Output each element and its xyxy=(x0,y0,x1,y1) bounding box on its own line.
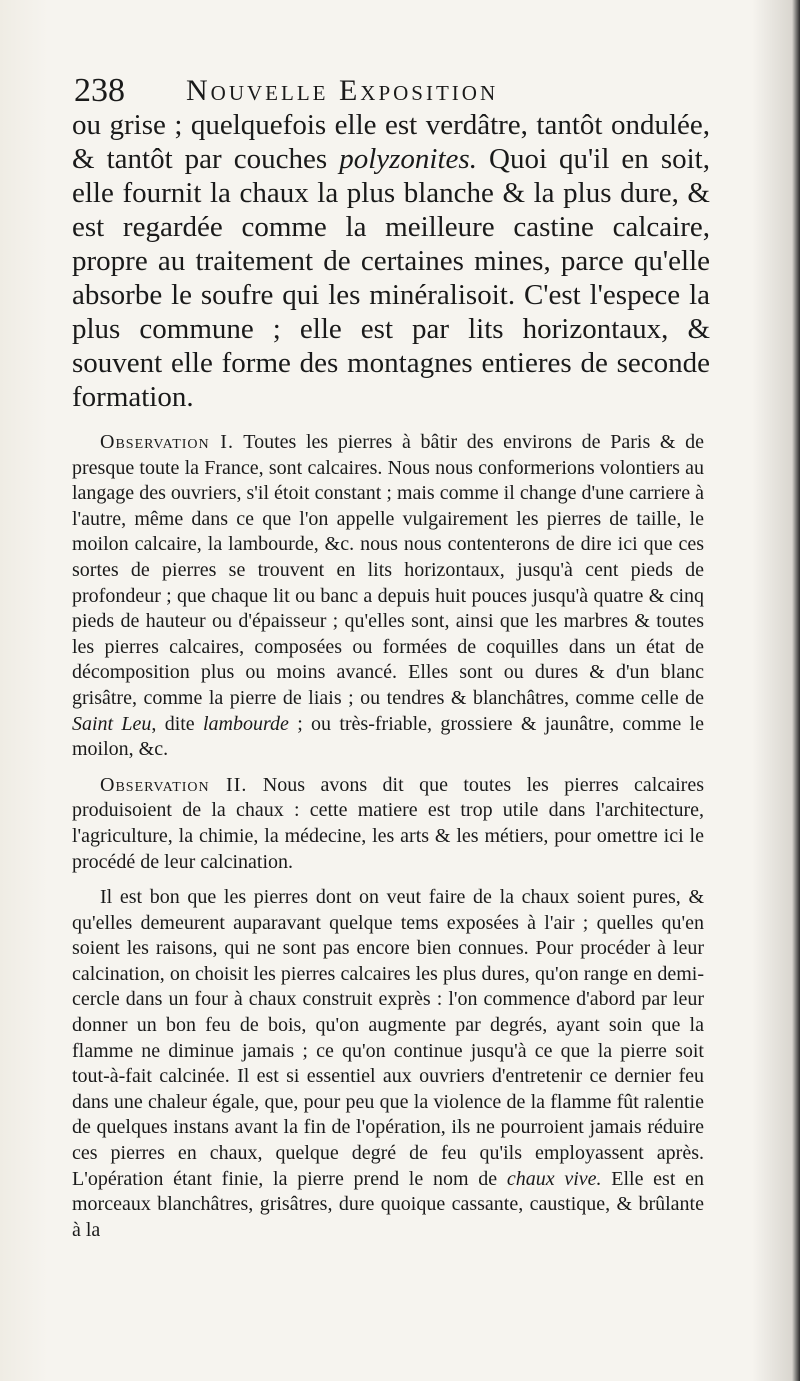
observation-1: Observation I. Toutes les pierres à bâtir des environs de Paris & de presque toute la France, sont calcaires. Nous nous conformerions volontiers au langage des ouvriers, s'il étoit constant ; mais comme il change d'une carriere à l'autre, même dans ce que l'on appelle vulgairement les pierres de taille, le moilon calcaire, la lambourde, &c. nous nous contenterons de dire ici que ces sortes de pierres se trouvent en lits horizontaux, jusqu'à cent pieds de profondeur ; que chaque lit ou banc a depuis huit pouces jusqu'à quatre & cinq pieds de hauteur ou d'épaisseur ; qu'elles sont, ainsi que les marbres & toutes les pierres calcaires, composées ou formées de coquilles dans un état de décomposition plus ou moins avancé. Elles sont ou dures & d'un blanc grisâtre, comme la pierre de liais ; ou tendres & blanchâtres, comme celle de Saint Leu, dite lambourde ; ou très-friable, grossiere & jaunâtre, comme le moilon, &c. xyxy=(72,431,704,761)
observations-block xyxy=(72,430,704,1243)
observation-label: Observation II. xyxy=(100,773,248,796)
italic-term: polyzonites. xyxy=(339,143,477,175)
main-paragraph xyxy=(72,108,710,414)
running-title: Nouvelle Exposition xyxy=(186,74,499,107)
page-header xyxy=(74,70,714,110)
italic-term: chaux vive. xyxy=(506,1167,602,1190)
italic-term: lambourde xyxy=(202,712,289,735)
italic-term: Saint Leu xyxy=(72,712,152,735)
observation-2: Observation II. Nous avons dit que toutes les pierres calcaires produisoient de la chaux : cette matiere est trop utile dans l'architecture, l'agriculture, la chimie, la médecine, les arts & les métiers, pour omettre ici le procédé de leur calcination. xyxy=(72,773,704,873)
paragraph: ou grise ; quelquefois elle est verdâtre, tantôt ondulée, & tantôt par couches polyzonites. Quoi qu'il en soit, elle fournit la chaux la plus blanche & la plus dure, & est regardée comme la meilleure castine calcaire, propre au traitement de certaines mines, parce qu'elle absorbe le soufre qui les minéralisoit. C'est l'espece la plus commune ; elle est par lits horizontaux, & souvent elle forme des montagnes entieres de seconde formation. xyxy=(72,109,710,413)
observation-label: Observation I. xyxy=(100,431,234,453)
calcination-paragraph: Il est bon que les pierres dont on veut faire de la chaux soient pures, & qu'elles demeurent auparavant quelque tems exposées à l'air ; quelles qu'en soient les raisons, qui ne sont pas encore bien connues. Pour procéder à leur calcination, on choisit les pierres calcaires les plus dures, qu'on range en demi-cercle dans un four à chaux construit exprès : l'on commence d'abord par leur donner un bon feu de bois, qu'on augmente par degrés, ayant soin que la flamme ne diminue jamais ; ce qu'on continue jusqu'à ce que la pierre soit tout-à-fait calcinée. Il est si essentiel aux ouvriers d'entretenir ce dernier feu dans une chaleur égale, que, pour peu que la violence de la flamme fût ralentie de quelques instans avant la fin de l'opération, ils ne pourroient jamais réduire ces pierres en chaux, quelque degré de feu qu'ils employassent après. L'opération étant finie, la pierre prend le nom de chaux vive. Elle est en morceaux blanchâtres, grisâtres, dure quoique cassante, caustique, & brûlante à la xyxy=(72,886,704,1241)
page-number: 238 xyxy=(74,72,125,109)
